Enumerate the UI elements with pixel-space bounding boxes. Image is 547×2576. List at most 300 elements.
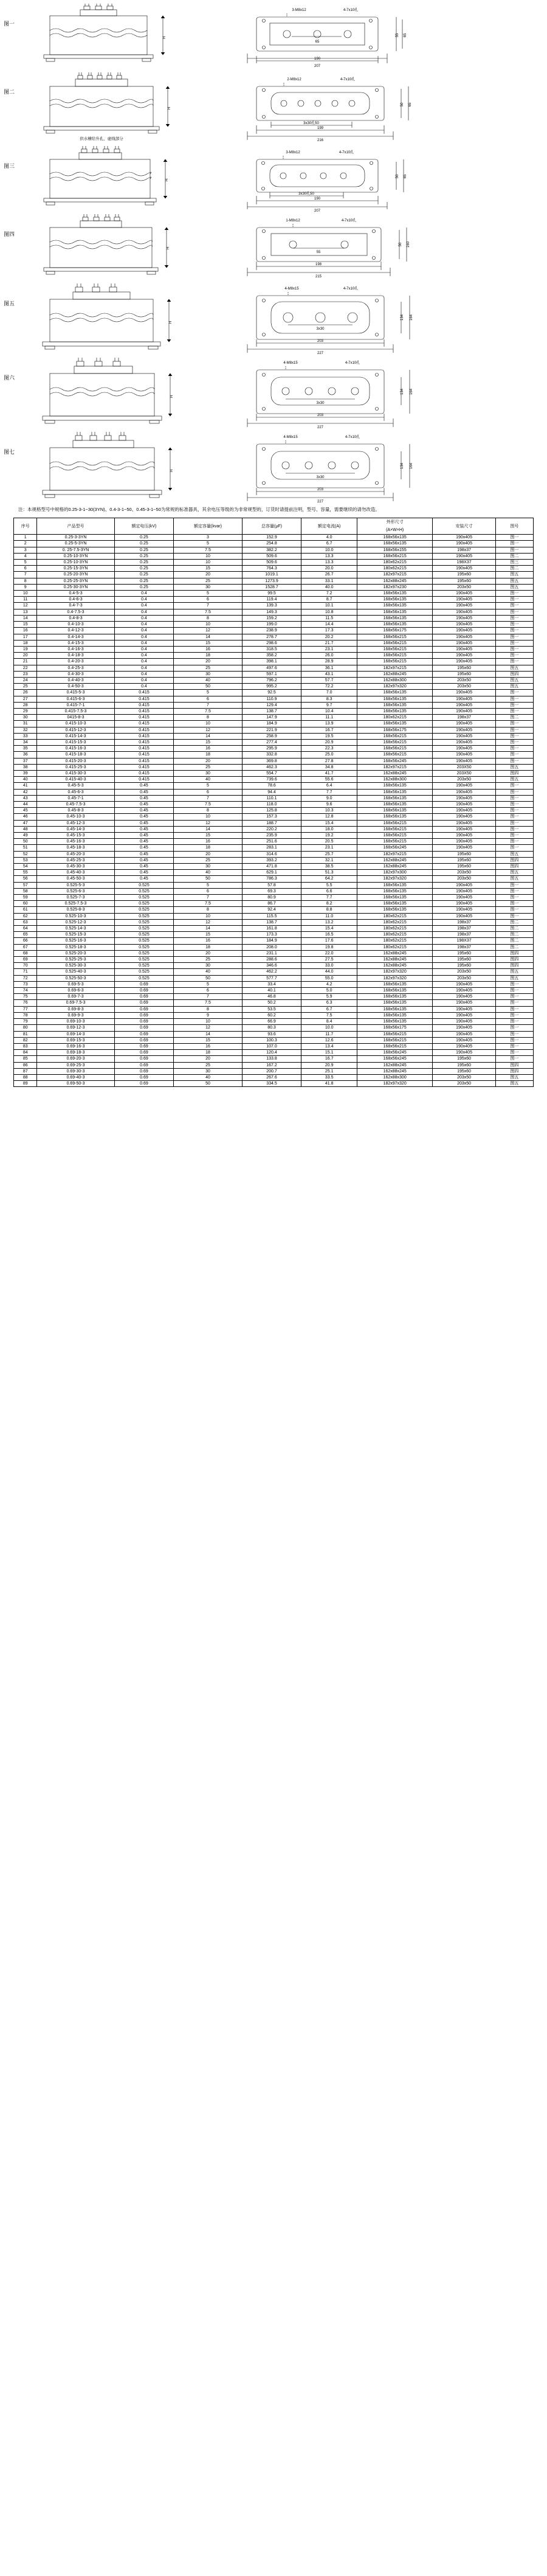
cell-total-uf: 398.1 — [242, 659, 301, 665]
cell-model: 0.415-7.5-3 — [37, 708, 114, 714]
cell-total-uf: 157.3 — [242, 814, 301, 820]
cell-figure: 图五 — [495, 975, 533, 981]
cell-voltage: 0.525 — [114, 926, 174, 932]
cell-current: 40.0 — [301, 584, 357, 590]
cell-outline: 180x62x215 — [357, 566, 433, 572]
cell-figure: 图一 — [495, 659, 533, 665]
cell-outline: 162x88x245 — [357, 857, 433, 863]
cell-total-uf: 277.4 — [242, 739, 301, 745]
svg-text:134: 134 — [401, 388, 404, 395]
cell-current: 18.0 — [301, 826, 357, 832]
cell-total-uf: 509.6 — [242, 553, 301, 559]
cell-capacity: 12 — [174, 820, 242, 826]
cell-model: 0.69-25-3 — [37, 1062, 114, 1068]
cell-mounting: 195x60 — [433, 950, 496, 956]
table-row — [14, 721, 534, 727]
cell-model: 0.69-18-3 — [37, 1050, 114, 1056]
cell-index: 24 — [14, 677, 37, 683]
cell-model: 0.525-7.5-3 — [37, 901, 114, 907]
cell-index: 78 — [14, 1012, 37, 1018]
cell-outline: 168x56x135 — [357, 696, 433, 702]
cell-outline: 180x62x215 — [357, 944, 433, 950]
svg-text:4-7x10孔: 4-7x10孔 — [345, 361, 360, 365]
figure-label-7: 图七 — [4, 449, 15, 455]
cell-model: 0.45-7-1 — [37, 795, 114, 801]
cell-model: 0.525-10-3 — [37, 913, 114, 919]
cell-outline: 168x56x135 — [357, 541, 433, 547]
cell-figure: 图一 — [495, 795, 533, 801]
cell-index: 20 — [14, 653, 37, 659]
cell-index: 48 — [14, 826, 37, 832]
cell-total-uf: 471.8 — [242, 864, 301, 870]
cell-outline: 182x97x320 — [357, 684, 433, 690]
cell-index: 26 — [14, 690, 37, 696]
cell-current: 33.5 — [301, 1074, 357, 1080]
cell-current: 10.0 — [301, 1025, 357, 1031]
cell-mounting: 198x37 — [433, 932, 496, 938]
cell-capacity: 50 — [174, 975, 242, 981]
cell-current: 19.2 — [301, 833, 357, 839]
cell-current: 26.7 — [301, 572, 357, 578]
cell-voltage: 0.45 — [114, 851, 174, 857]
cell-model: 0.69-30-3 — [37, 1068, 114, 1074]
cell-model: 0.415-6-3 — [37, 696, 114, 702]
cell-mounting: 190x405 — [433, 907, 496, 913]
cell-figure: 图一 — [495, 988, 533, 994]
col-capacity: 额定容量(kvar) — [174, 518, 242, 535]
cell-figure: 图一 — [495, 547, 533, 553]
figure-label-3: 图三 — [4, 163, 15, 169]
cell-outline: 168x56x215 — [357, 826, 433, 832]
cell-voltage: 0.525 — [114, 944, 174, 950]
svg-text:207: 207 — [314, 64, 321, 68]
cell-capacity: 30 — [174, 584, 242, 590]
cell-voltage: 0.69 — [114, 1012, 174, 1018]
cell-current: 6.4 — [301, 783, 357, 789]
fig1-dim-top2: 4-7x10孔 — [343, 9, 359, 12]
figure-6-top-view — [220, 356, 547, 428]
cell-outline: 168x56x135 — [357, 795, 433, 801]
table-row — [14, 628, 534, 634]
table-row — [14, 919, 534, 925]
cell-outline: 168x56x135 — [357, 1012, 433, 1018]
cell-figure: 图二 — [495, 566, 533, 572]
cell-index: 58 — [14, 888, 37, 894]
table-row — [14, 684, 534, 690]
cell-total-uf: 334.5 — [242, 1081, 301, 1087]
cell-capacity: 5 — [174, 783, 242, 789]
cell-outline: 162x88x245 — [357, 1062, 433, 1068]
cell-outline: 168x56x215 — [357, 653, 433, 659]
table-row — [14, 950, 534, 956]
table-row — [14, 957, 534, 963]
cell-capacity: 20 — [174, 572, 242, 578]
cell-index: 47 — [14, 820, 37, 826]
cell-model: 0.69-7-3 — [37, 994, 114, 1000]
svg-text:H: H — [165, 178, 169, 182]
cell-voltage: 0.415 — [114, 777, 174, 783]
cell-figure: 图四 — [495, 950, 533, 956]
cell-voltage: 0.45 — [114, 789, 174, 795]
cell-total-uf: 133.8 — [242, 1056, 301, 1062]
table-row — [14, 560, 534, 566]
svg-text:164: 164 — [410, 314, 413, 321]
cell-current: 7.7 — [301, 895, 357, 901]
cell-figure: 图一 — [495, 808, 533, 814]
table-row — [14, 727, 534, 733]
cell-current: 41.7 — [301, 770, 357, 776]
cell-voltage: 0.45 — [114, 833, 174, 839]
cell-voltage: 0.525 — [114, 975, 174, 981]
cell-voltage: 0.25 — [114, 541, 174, 547]
cell-index: 65 — [14, 932, 37, 938]
cell-index: 18 — [14, 640, 37, 646]
table-row — [14, 1031, 534, 1037]
cell-outline: 182x97x300 — [357, 870, 433, 876]
cell-capacity: 16 — [174, 839, 242, 845]
cell-index: 37 — [14, 758, 37, 764]
cell-figure: 图五 — [495, 684, 533, 690]
table-row — [14, 758, 534, 764]
table-header-row — [14, 518, 534, 535]
cell-total-uf: 159.2 — [242, 615, 301, 621]
table-row — [14, 789, 534, 795]
cell-figure: 图一 — [495, 690, 533, 696]
cell-index: 12 — [14, 603, 37, 609]
table-row — [14, 864, 534, 870]
table-row — [14, 944, 534, 950]
cell-total-uf: 739.6 — [242, 777, 301, 783]
svg-text:3x30孔50: 3x30孔50 — [303, 122, 319, 125]
cell-mounting: 203x50 — [433, 975, 496, 981]
cell-model: 0.69-7.5-3 — [37, 1000, 114, 1006]
cell-total-uf: 100.3 — [242, 1037, 301, 1043]
table-row — [14, 1019, 534, 1025]
table-row — [14, 653, 534, 659]
cell-total-uf: 629.1 — [242, 870, 301, 876]
cell-current: 64.2 — [301, 876, 357, 882]
cell-current: 27.8 — [301, 758, 357, 764]
cell-voltage: 0.4 — [114, 684, 174, 690]
cell-mounting: 190x405 — [433, 566, 496, 572]
cell-figure: 图一 — [495, 727, 533, 733]
cell-current: 19.8 — [301, 944, 357, 950]
cell-outline: 182x97x215 — [357, 851, 433, 857]
figure-label-2: 图二 — [4, 89, 15, 95]
cell-capacity: 8 — [174, 808, 242, 814]
cell-mounting: 195x60 — [433, 671, 496, 677]
cell-outline: 168x56x135 — [357, 981, 433, 987]
table-row — [14, 764, 534, 770]
cell-total-uf: 125.8 — [242, 808, 301, 814]
table-row — [14, 981, 534, 987]
cell-figure: 图一 — [495, 907, 533, 913]
table-row — [14, 907, 534, 913]
cell-total-uf: 267.6 — [242, 1074, 301, 1080]
cell-total-uf: 138.7 — [242, 708, 301, 714]
cell-figure: 图一 — [495, 820, 533, 826]
cell-current: 34.8 — [301, 764, 357, 770]
svg-text:4-M8x15: 4-M8x15 — [283, 361, 298, 365]
cell-index: 6 — [14, 566, 37, 572]
cell-voltage: 0.69 — [114, 994, 174, 1000]
cell-mounting: 203x50 — [433, 777, 496, 783]
cell-current: 13.3 — [301, 560, 357, 566]
cell-current: 23.1 — [301, 646, 357, 652]
cell-outline: 162x88x300 — [357, 677, 433, 683]
cell-total-uf: 93.6 — [242, 1031, 301, 1037]
cell-figure: 图四 — [495, 770, 533, 776]
cell-figure: 图一 — [495, 814, 533, 820]
cell-voltage: 0.4 — [114, 622, 174, 628]
table-row — [14, 857, 534, 863]
cell-outline: 168x56x135 — [357, 702, 433, 708]
cell-outline: 168x56x215 — [357, 659, 433, 665]
figure-row-1 — [0, 0, 547, 68]
cell-current: 25.7 — [301, 851, 357, 857]
cell-model: 0.525-16-3 — [37, 938, 114, 944]
svg-text:55: 55 — [316, 251, 321, 254]
table-row — [14, 1025, 534, 1031]
cell-model: 0.69-9-3 — [37, 1012, 114, 1018]
cell-outline: 168x56x215 — [357, 752, 433, 758]
cell-index: 41 — [14, 783, 37, 789]
cell-capacity: 5 — [174, 591, 242, 597]
table-row — [14, 938, 534, 944]
cell-outline: 168x56x135 — [357, 783, 433, 789]
cell-model: 0.525-18-3 — [37, 944, 114, 950]
cell-capacity: 30 — [174, 671, 242, 677]
cell-mounting: 190x405 — [433, 801, 496, 807]
cell-current: 10.3 — [301, 808, 357, 814]
cell-current: 5.5 — [301, 882, 357, 888]
cell-model: 0415-8-3 — [37, 715, 114, 721]
figure-1-front-view — [19, 2, 220, 68]
cell-voltage: 0.69 — [114, 1031, 174, 1037]
cell-voltage: 0.525 — [114, 901, 174, 907]
cell-model: 0.525-40-3 — [37, 969, 114, 975]
cell-capacity: 3 — [174, 535, 242, 541]
cell-figure: 图一 — [495, 702, 533, 708]
figure-row-3 — [0, 142, 547, 213]
cell-total-uf: 1273.9 — [242, 578, 301, 584]
cell-current: 55.0 — [301, 975, 357, 981]
cell-current: 7.2 — [301, 591, 357, 597]
cell-index: 43 — [14, 795, 37, 801]
cell-model: 0.69-12-3 — [37, 1025, 114, 1031]
table-row — [14, 609, 534, 615]
cell-voltage: 0.525 — [114, 913, 174, 919]
svg-text:4-7x10孔: 4-7x10孔 — [345, 436, 360, 439]
cell-current: 6.6 — [301, 888, 357, 894]
cell-model: 0.415-30-3 — [37, 770, 114, 776]
svg-text:H: H — [163, 36, 167, 40]
cell-voltage: 0.525 — [114, 969, 174, 975]
figure-3-front-view — [19, 145, 220, 210]
cell-mounting: 190x405 — [433, 1025, 496, 1031]
cell-mounting: 190x405 — [433, 752, 496, 758]
cell-model: 0.69-6-3 — [37, 988, 114, 994]
cell-outline: 168x56x215 — [357, 833, 433, 839]
table-row — [14, 1012, 534, 1018]
cell-index: 62 — [14, 913, 37, 919]
cell-mounting: 190x405 — [433, 888, 496, 894]
cell-model: 0.4-16-3 — [37, 646, 114, 652]
cell-index: 14 — [14, 615, 37, 621]
col-figure: 图号 — [495, 518, 533, 535]
cell-total-uf: 283.1 — [242, 845, 301, 851]
cell-current: 20.5 — [301, 839, 357, 845]
cell-voltage: 0.4 — [114, 634, 174, 640]
cell-voltage: 0.45 — [114, 814, 174, 820]
svg-text:4-7x10孔: 4-7x10孔 — [339, 151, 354, 154]
cell-mounting: 190x405 — [433, 1019, 496, 1025]
cell-outline: 182x97x230 — [357, 584, 433, 590]
cell-voltage: 0.415 — [114, 721, 174, 727]
svg-text:2-M8x12: 2-M8x12 — [287, 78, 301, 82]
figure-row-2 — [0, 68, 547, 142]
cell-voltage: 0.4 — [114, 646, 174, 652]
cell-total-uf: 78.6 — [242, 783, 301, 789]
cell-outline: 168x56x215 — [357, 739, 433, 745]
cell-figure: 图四 — [495, 957, 533, 963]
cell-index: 85 — [14, 1056, 37, 1062]
svg-text:50: 50 — [401, 102, 404, 107]
cell-model: 0.4-30-3 — [37, 671, 114, 677]
cell-figure: 图一 — [495, 603, 533, 609]
cell-mounting: 190x405 — [433, 845, 496, 851]
cell-total-uf: 254.8 — [242, 541, 301, 547]
cell-model: 0.45-8-3 — [37, 808, 114, 814]
cell-outline: 180x62x215 — [357, 715, 433, 721]
cell-capacity: 7 — [174, 603, 242, 609]
cell-outline: 168x56x245 — [357, 1050, 433, 1056]
cell-current: 6.3 — [301, 1000, 357, 1006]
cell-index: 71 — [14, 969, 37, 975]
cell-outline: 168x56x135 — [357, 888, 433, 894]
table-row — [14, 783, 534, 789]
cell-model: 0.45-7.5-3 — [37, 801, 114, 807]
cell-index: 70 — [14, 963, 37, 969]
cell-current: 4.2 — [301, 981, 357, 987]
cell-voltage: 0.45 — [114, 845, 174, 851]
cell-index: 1 — [14, 535, 37, 541]
cell-mounting: 203x50 — [433, 1081, 496, 1087]
cell-figure: 图五 — [495, 572, 533, 578]
cell-index: 81 — [14, 1031, 37, 1037]
cell-index: 35 — [14, 746, 37, 752]
cell-total-uf: 94.4 — [242, 789, 301, 795]
cell-mounting: 190x405 — [433, 634, 496, 640]
table-row — [14, 777, 534, 783]
cell-figure: 图五 — [495, 584, 533, 590]
cell-figure: 图一 — [495, 696, 533, 702]
table-row — [14, 833, 534, 839]
cell-mounting: 195x60 — [433, 851, 496, 857]
cell-mounting: 190x405 — [433, 646, 496, 652]
cell-current: 25.1 — [301, 1068, 357, 1074]
cell-mounting: 190x405 — [433, 901, 496, 907]
col-outline: 外形尺寸 (A×W×H) — [357, 518, 433, 535]
cell-outline: 168x56x215 — [357, 1043, 433, 1049]
cell-outline: 168x56x215 — [357, 1031, 433, 1037]
cell-total-uf: 597.1 — [242, 671, 301, 677]
cell-figure: 图一 — [495, 535, 533, 541]
table-row — [14, 752, 534, 758]
cell-current: 5.9 — [301, 994, 357, 1000]
cell-current: 9.6 — [301, 801, 357, 807]
cell-total-uf: 764.3 — [242, 566, 301, 572]
cell-outline: 168x56x245 — [357, 845, 433, 851]
cell-capacity: 50 — [174, 1081, 242, 1087]
cell-current: 13.3 — [301, 553, 357, 559]
cell-index: 76 — [14, 1000, 37, 1006]
cell-voltage: 0.415 — [114, 708, 174, 714]
cell-figure: 图二 — [495, 553, 533, 559]
cell-model: 0.25-30-3YN — [37, 584, 114, 590]
cell-mounting: 195x60 — [433, 857, 496, 863]
cell-voltage: 0.525 — [114, 963, 174, 969]
col-voltage: 额定电压(kV) — [114, 518, 174, 535]
cell-model: 0.69-20-3 — [37, 1056, 114, 1062]
cell-current: 36.1 — [301, 665, 357, 671]
cell-outline: 168x56x215 — [357, 746, 433, 752]
cell-current: 12.8 — [301, 814, 357, 820]
cell-model: 0.45-10-3 — [37, 814, 114, 820]
svg-text:H: H — [167, 246, 170, 250]
cell-current: 33.0 — [301, 963, 357, 969]
cell-mounting: 190x405 — [433, 622, 496, 628]
table-row — [14, 603, 534, 609]
cell-figure: 图一 — [495, 994, 533, 1000]
cell-outline: 168x56x135 — [357, 690, 433, 696]
cell-index: 22 — [14, 665, 37, 671]
cell-capacity: 5 — [174, 690, 242, 696]
cell-capacity: 50 — [174, 684, 242, 690]
cell-capacity: 40 — [174, 969, 242, 975]
cell-mounting: 203x50 — [433, 684, 496, 690]
cell-voltage: 0.4 — [114, 628, 174, 634]
cell-total-uf: 786.3 — [242, 876, 301, 882]
cell-model: 0.525-8-3 — [37, 907, 114, 913]
cell-figure: 图一 — [495, 1037, 533, 1043]
cell-total-uf: 188.7 — [242, 820, 301, 826]
cell-capacity: 16 — [174, 938, 242, 944]
cell-capacity: 40 — [174, 777, 242, 783]
cell-voltage: 0.525 — [114, 957, 174, 963]
cell-mounting: 190x405 — [433, 913, 496, 919]
cell-mounting: 195x60 — [433, 1056, 496, 1062]
table-row — [14, 770, 534, 776]
cell-model: 0.415-20-3 — [37, 758, 114, 764]
cell-model: 0.69-14-3 — [37, 1031, 114, 1037]
cell-model: 0.525-14-3 — [37, 926, 114, 932]
table-row — [14, 1043, 534, 1049]
cell-figure: 图一 — [495, 826, 533, 832]
cell-index: 66 — [14, 938, 37, 944]
cell-total-uf: 332.8 — [242, 752, 301, 758]
cell-capacity: 25 — [174, 957, 242, 963]
figure-label-6: 图六 — [4, 375, 15, 381]
cell-mounting: 198x37 — [433, 926, 496, 932]
cell-voltage: 0.525 — [114, 919, 174, 925]
cell-index: 46 — [14, 814, 37, 820]
cell-current: 22.0 — [301, 950, 357, 956]
cell-voltage: 0.69 — [114, 1074, 174, 1080]
cell-mounting: 190x405 — [433, 783, 496, 789]
figure-label-1: 图一 — [4, 21, 15, 27]
cell-outline: 162x88x245 — [357, 1068, 433, 1074]
